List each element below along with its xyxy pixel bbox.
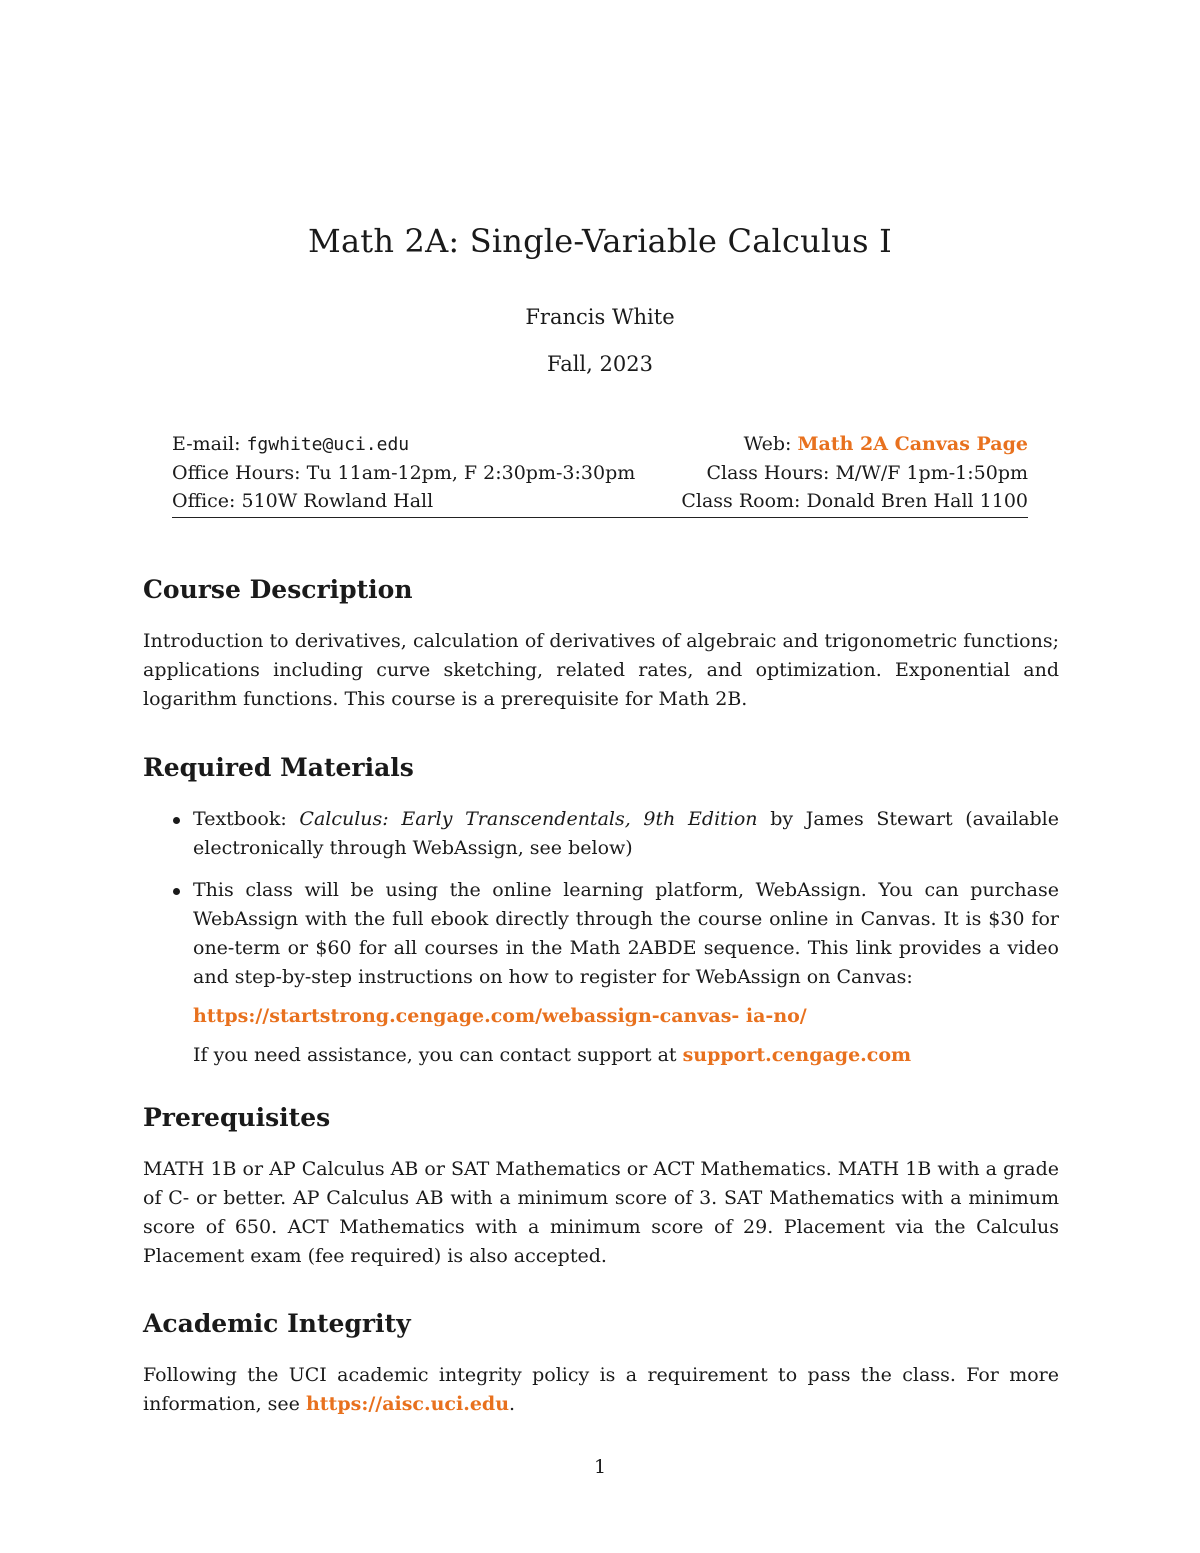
webassign-link-para (193, 1002, 1059, 1031)
webassign-text: This class will be using the online learning platform, WebAssign. You can purchase WebAssign with the full ebook directly through the course online in Canvas. It is $30 for one-term or $60 for all courses in the Math 2ABDE sequence. This link provides a video and step-by-step instructions on how to register for WebAssign on Canvas: (193, 879, 1059, 988)
info-row-2 (172, 459, 1028, 487)
email-label: E-mail: (172, 433, 247, 455)
course-description-section (143, 574, 1059, 714)
prerequisites-heading: Prerequisites (143, 1103, 331, 1132)
academic-integrity-prefix: Following the UCI academic integrity policy is a requirement to pass the class. For more information, see (143, 1364, 1059, 1415)
info-row-1 (172, 430, 1028, 459)
course-description-heading: Course Description (143, 575, 413, 604)
course-description-text: Introduction to derivatives, calculation of derivatives of algebraic and trigonometric functions; applications including curve sketching, related rates, and optimization. Exponential and logarithm functions. This course is a prerequisite for Math 2B. (143, 630, 1059, 710)
support-para (193, 1041, 1059, 1070)
materials-list (143, 805, 1059, 1070)
course-title: Math 2A: Single-Variable Calculus I (308, 222, 892, 260)
office-hours: Office Hours: Tu 11am-12pm, F 2:30pm-3:30pm (172, 462, 636, 484)
prerequisites-text: MATH 1B or AP Calculus AB or SAT Mathematics or ACT Mathematics. MATH 1B with a grade of C- or better. AP Calculus AB with a minimum score of 3. SAT Mathematics with a minimum score of 650. ACT Mathematics with a minimum score of 29. Placement via the Calculus Placement exam (fee required) is also accepted. (143, 1158, 1059, 1267)
academic-integrity-section (143, 1308, 1059, 1419)
required-materials-heading: Required Materials (143, 753, 414, 782)
info-row-3 (172, 487, 1028, 515)
class-room: Class Room: Donald Bren Hall 1100 (681, 490, 1028, 512)
textbook-suffix: by James Stewart (available electronically through WebAssign, see below) (193, 808, 1059, 859)
page-number: 1 (593, 1456, 607, 1478)
aisc-link[interactable]: https://aisc.uci.edu (305, 1393, 510, 1415)
canvas-page-link[interactable]: Math 2A Canvas Page (797, 433, 1028, 455)
textbook-prefix: Textbook: (193, 808, 300, 830)
instructor-name: Francis White (525, 305, 675, 329)
required-materials-section (143, 752, 1059, 1083)
web-cell (744, 430, 1028, 459)
textbook-title: Calculus: Early Transcendentals, 9th Edition (299, 808, 758, 830)
support-prefix: If you need assistance, you can contact support at (193, 1044, 683, 1066)
textbook-item (143, 805, 1059, 863)
course-info-table (172, 430, 1028, 518)
email-cell (172, 430, 409, 459)
webassign-link[interactable]: https://startstrong.cengage.com/webassign-canvas- ia-no/ (193, 1005, 807, 1027)
academic-integrity-text (143, 1361, 1059, 1419)
academic-integrity-suffix: . (509, 1393, 516, 1415)
support-link[interactable]: support.cengage.com (682, 1044, 912, 1066)
academic-integrity-heading: Academic Integrity (143, 1309, 411, 1338)
term: Fall, 2023 (547, 352, 653, 376)
class-hours: Class Hours: M/W/F 1pm-1:50pm (706, 462, 1028, 484)
prerequisites-section (143, 1102, 1059, 1271)
web-label: Web: (743, 433, 798, 455)
email-address[interactable]: fgwhite@uci.edu (246, 434, 410, 455)
webassign-item (143, 876, 1059, 1070)
office-location: Office: 510W Rowland Hall (172, 490, 434, 512)
